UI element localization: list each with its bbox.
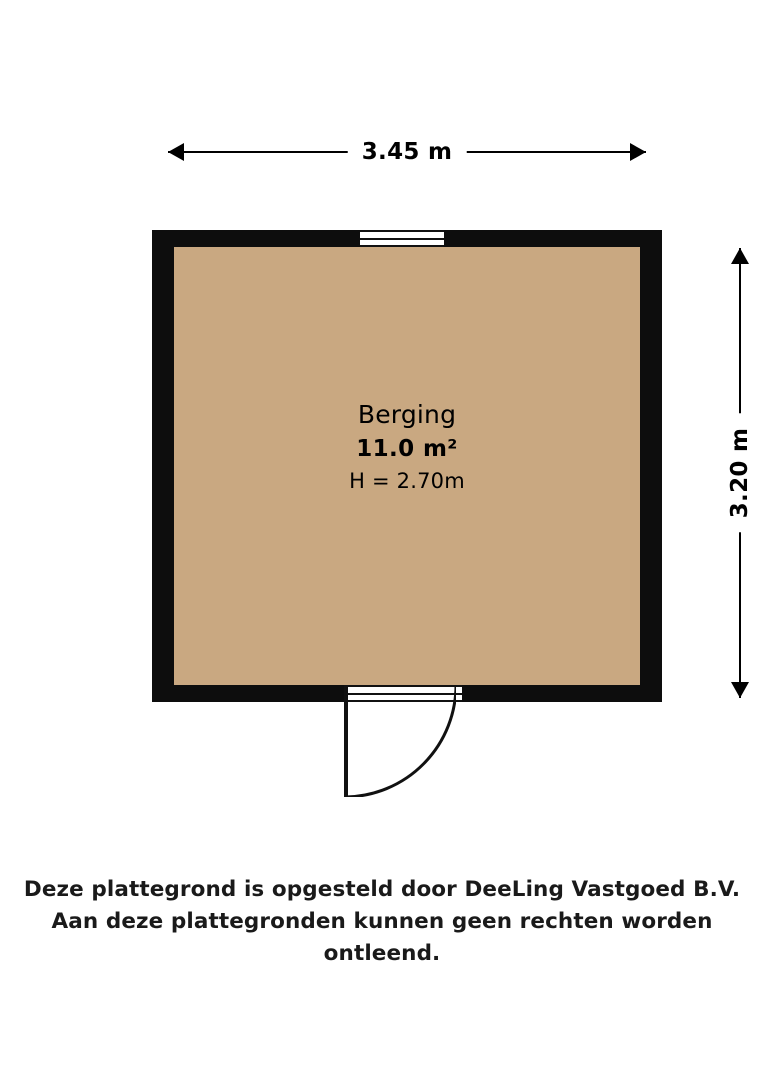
room-area: 11.0 m² <box>356 436 458 462</box>
arrow-left-icon <box>168 143 184 161</box>
room-name: Berging <box>357 400 457 429</box>
window-opening-top <box>360 230 444 247</box>
room-label <box>152 398 662 496</box>
arrow-down-icon <box>731 682 749 698</box>
dimension-width <box>168 132 646 172</box>
dimension-width-label: 3.45 m <box>348 132 467 172</box>
room-height: H = 2.70m <box>349 469 465 494</box>
dimension-height-label: 3.20 m <box>727 414 753 533</box>
disclaimer <box>0 874 764 969</box>
arrow-up-icon <box>731 248 749 264</box>
door-arc-icon <box>344 685 456 797</box>
disclaimer-line-2: Aan deze plattegronden kunnen geen rechten worden ontleend. <box>51 908 713 966</box>
arrow-right-icon <box>630 143 646 161</box>
door-swing <box>344 685 456 797</box>
dimension-height <box>718 248 762 698</box>
disclaimer-line-1: Deze plattegrond is opgesteld door DeeLing Vastgoed B.V. <box>23 877 741 902</box>
